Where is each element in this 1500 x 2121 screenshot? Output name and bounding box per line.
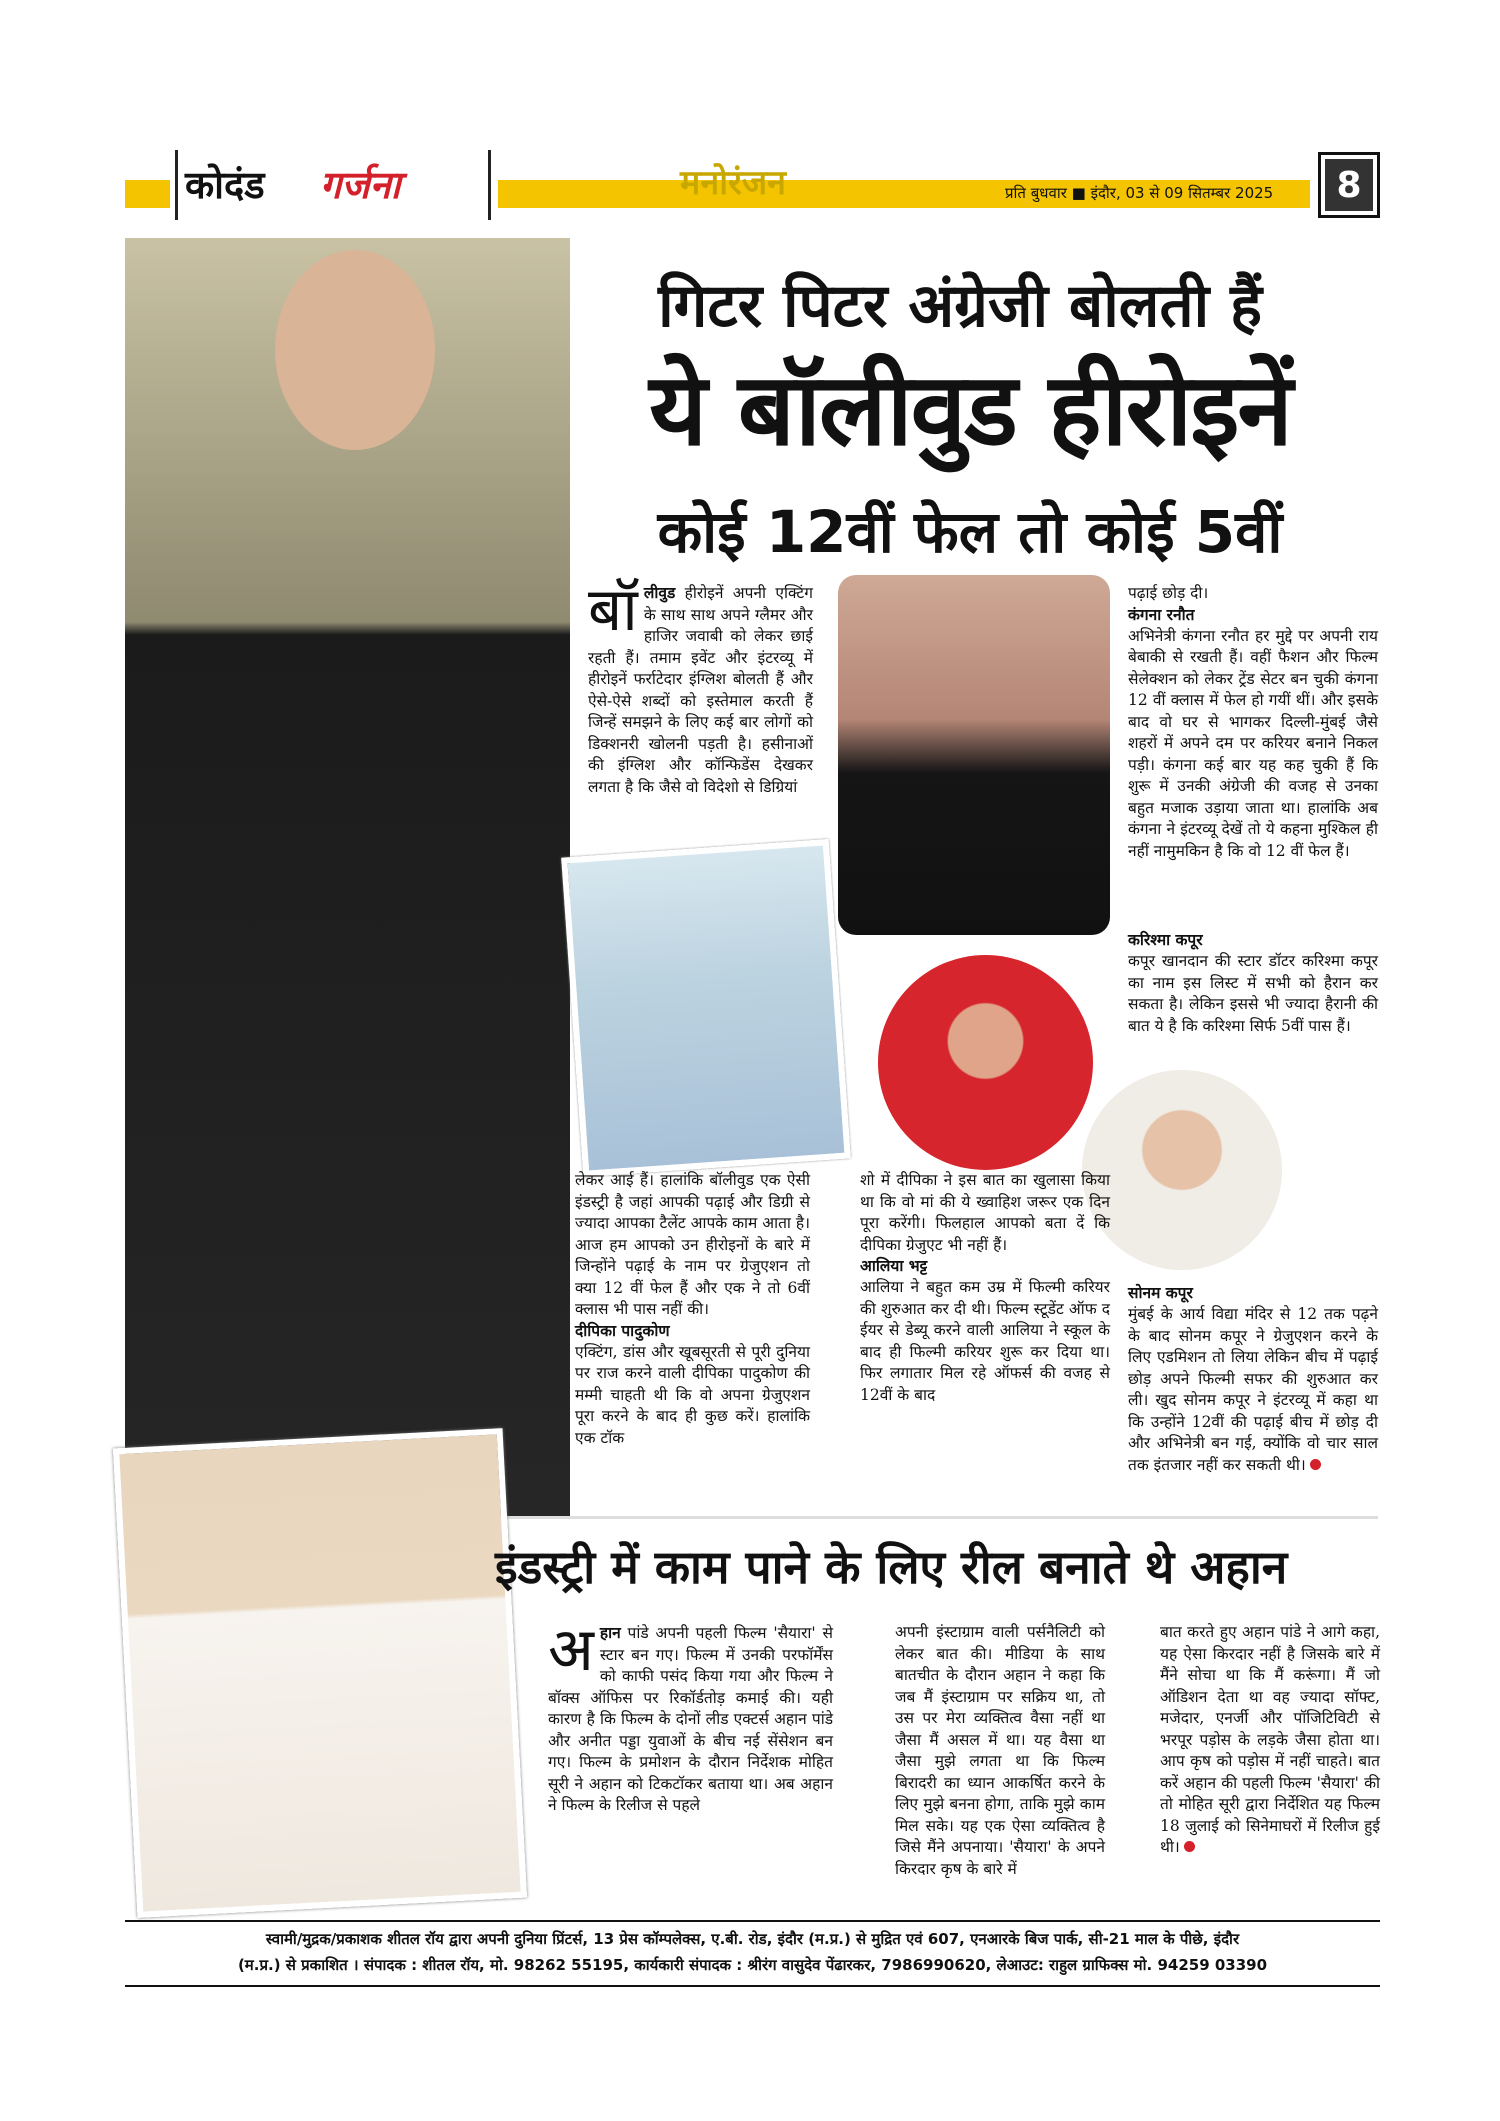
imprint-line1: स्वामी/मुद्रक/प्रकाशक शीतल रॉय द्वारा अपनी दुनिया प्रिंटर्स, 13 प्रेस कॉम्पलेक्स, ए.बी. रोड, इंदौर (म.प्र.) से मुद्रित एवं 607, एनआरके बिज पार्क, सी-21 माल के पीछे, इंदौर	[265, 1930, 1240, 1948]
ahaan-col3	[1160, 1622, 1380, 1859]
subhead-kangana: कंगना रनौत	[1128, 605, 1195, 624]
ahaan-headline: इंडस्ट्री में काम पाने के लिए रील बनाते थे अहान	[495, 1540, 1288, 1594]
subhead-sonam: सोनम कपूर	[1128, 1284, 1193, 1302]
headline-main: ये बॉलीवुड हीरोइनें	[649, 351, 1291, 468]
article-col3-bottom	[1128, 1283, 1378, 1476]
imprint	[125, 1926, 1380, 1978]
header-divider	[175, 150, 178, 220]
photo-alia	[1082, 1070, 1282, 1270]
alia-continued: पढ़ाई छोड़ दी।	[1128, 584, 1209, 602]
photo-sonam	[838, 575, 1110, 935]
end-mark	[1184, 1841, 1195, 1852]
story-divider	[488, 1516, 1378, 1519]
page-number-box	[1318, 152, 1380, 218]
issue-dateline: प्रति बुधवार ■ इंदौर, 03 से 09 सितम्बर 2025	[1005, 184, 1274, 202]
intro-continued: लेकर आई हैं। हालांकि बॉलीवुड एक ऐसी इंडस्ट्री है जहां आपकी पढ़ाई और डिग्री से ज्यादा आपका टैलेंट आपके काम आता है। आज हम आपको उन हीरोइनों के बारे में जिन्होंने पढ़ाई के नाम पर ग्रेजुएशन तो क्या 12 वीं फेल हैं और एक ने तो 6वीं क्लास भी पास नहीं की।	[575, 1171, 810, 1318]
alia-text: आलिया ने बहुत कम उम्र में फिल्मी करियर की शुरुआत कर दी थी। फिल्म स्टूडेंट ऑफ द ईयर से डेब्यू करने वाली आलिया ने स्कूल के बाद ही फिल्मी करियर शुरू कर दिया था। फिर लगातार मिल रहे ऑफर्स की वजह से 12वीं के बाद	[860, 1278, 1110, 1404]
lead-word: लीवुड	[643, 583, 676, 602]
article-col2	[860, 1170, 1110, 1406]
photo-kangana	[561, 839, 851, 1177]
masthead-logo-part1: कोदंड	[185, 163, 265, 207]
subhead-alia: आलिया भट्ट	[860, 1257, 928, 1275]
kangana-text: अभिनेत्री कंगना रनौत हर मुद्दे पर अपनी राय बेबाकी से रखती हैं। वहीं फैशन और फिल्म सेलेक्शन को लेकर ट्रेंड सेटर बन चुकी कंगना 12 वीं क्लास में फेल हो गयीं थीं। और इसके बाद वो घर से भागकर दिल्ली-मुंबई जैसे शहरों में अपने दम पर करियर बनाने निकल पड़ी। कंगना कई बार यह कह चुकी हैं कि शुरू में उनकी अंग्रेजी की वजह से उनका बहुत मजाक उड़ाया जाता था। हालांकि अब कंगना ने इंटरव्यू देखें तो ये कहना मुश्किल ही नहीं नामुमकिन है कि वो 12 वीं फेल हैं।	[1128, 626, 1378, 860]
subhead-karisma: करिश्मा कपूर	[1128, 931, 1203, 949]
photo-ahaan	[113, 1428, 527, 1918]
page-number: 8	[1325, 159, 1373, 211]
header-divider	[488, 150, 491, 220]
ahaan-col1	[548, 1615, 833, 1817]
headline-line1: गिटर पिटर अंग्रेजी बोलती हैं	[658, 271, 1262, 341]
dropcap: अ	[548, 1615, 594, 1685]
end-mark	[1310, 1459, 1321, 1470]
lead-word: हान	[599, 1623, 621, 1642]
headline-line3: कोई 12वीं फेल तो कोई 5वीं	[657, 498, 1283, 566]
karisma-text: कपूर खानदान की स्टार डॉटर करिश्मा कपूर का नाम इस लिस्ट में सभी को हैरान कर सकता है। लेकिन इससे भी ज्यादा हैरानी की बात ये है कि करिश्मा सिर्फ 5वीं पास हैं।	[1128, 952, 1378, 1035]
article-col3-top	[1128, 583, 1378, 862]
deepika-text: एक्टिंग, डांस और खूबसूरती से पूरी दुनिया पर राज करने वाली दीपिका पादुकोण की मम्मी चाहती थी कि वो अपना ग्रेजुएशन पूरा करने के बाद ही कुछ करें। हालांकि एक टॉक	[575, 1342, 810, 1447]
imprint-line2: (म.प्र.) से प्रकाशित । संपादक : शीतल रॉय, मो. 98262 55195, कार्यकारी संपादक : श्रीरंग वासुदेव पेंढारकर, 7986990620, लेआउट: राहुल ग्राफिक्स मो. 94259 03390	[237, 1956, 1268, 1974]
article-col3-mid	[1128, 930, 1378, 1037]
photo-deepika	[878, 955, 1093, 1170]
article-col1-bottom	[575, 1170, 810, 1449]
ahaan-text3: बात करते हुए अहान पांडे ने आगे कहा, यह ऐसा किरदार नहीं है जिसके बारे में मैंने सोचा था कि मैं करूंगा। मैं जो ऑडिशन देता था वह ज्यादा सॉफ्ट, मजेदार, एनर्जी और पॉजिटिविटी से भरपूर पड़ोस के लड़के जैसा होता था। आप कृष को पड़ोस में नहीं चाहते। बात करें अहान की पहली फिल्म 'सैयारा' की तो मोहित सूरी द्वारा निर्देशित यह फिल्म 18 जुलाई को सिनेमाघरों में रिलीज हुई थी।	[1160, 1623, 1380, 1856]
dropcap: बॉ	[588, 575, 638, 645]
article-intro	[588, 575, 813, 798]
sonam-text: मुंबई के आर्य विद्या मंदिर से 12 तक पढ़ने के बाद सोनम कपूर ने ग्रेजुएशन करने के लिए एडमिशन तो लिया लेकिन बीच में पढ़ाई छोड़ अपने फिल्मी सफर की शुरुआत कर ली। खुद सोनम कपूर ने इंटरव्यू में कहा था कि उन्होंने 12वीं की पढ़ाई बीच में छोड़ दी और अभिनेत्री बन गई, क्योंकि वो चार साल तक इंतजार नहीं कर सकती थी।	[1128, 1305, 1378, 1474]
footer-rule	[125, 1920, 1380, 1922]
ahaan-col2: अपनी इंस्टाग्राम वाली पर्सनैलिटी को लेकर बात की। मीडिया के साथ बातचीत के दौरान अहान ने कहा कि जब मैं इंस्टाग्राम पर सक्रिय था, तो उस पर मेरा व्यक्तित्व वैसा नहीं था जैसा मैं असल में था। यह वैसा था जैसा मुझे लगता था कि फिल्म बिरादरी का ध्यान आकर्षित करने के लिए मुझे बनना होगा, ताकि मुझे काम मिल सके। यह एक ऐसा व्यक्तित्व है जिसे मैंने अपनाया। 'सैयारा' के अपने किरदार कृष के बारे में	[895, 1623, 1105, 1878]
footer-rule	[125, 1985, 1380, 1987]
photo-karisma-face	[275, 250, 435, 450]
intro-text: हीरोइनें अपनी एक्टिंग के साथ साथ अपने ग्लैमर और हाजिर जवाबी को लेकर छाई रहती हैं। तमाम इवेंट और इंटरव्यू में हीरोइनें फर्राटेदार इंग्लिश बोलती हैं और ऐसे-ऐसे शब्दों को इस्तेमाल करती हैं जिन्हें समझने के लिए कई बार लोगों को डिक्शनरी खोलनी पड़ती है। हसीनाओं की इंग्लिश और कॉन्फिडेंस देखकर लगता है कि जैसे वो विदेशो से डिग्रियां	[588, 584, 813, 796]
header-accent-bar	[125, 180, 170, 208]
subhead-deepika: दीपिका पादुकोण	[575, 1321, 670, 1340]
masthead-logo-part2: गर्जना	[320, 163, 401, 207]
deepika-continued: शो में दीपिका ने इस बात का खुलासा किया था कि वो मां की ये ख्वाहिश जरूर एक दिन पूरा करेंगी। फिलहाल आपको बता दें कि दीपिका ग्रेजुएट भी नहीं हैं।	[860, 1171, 1110, 1254]
section-title: मनोरंजन	[680, 163, 787, 203]
ahaan-text1: पांडे अपनी पहली फिल्म 'सैयारा' से स्टार बन गए। फिल्म में उनकी परफॉर्मेंस को काफी पसंद किया गया और फिल्म ने बॉक्स ऑफिस पर रिकॉर्डतोड़ कमाई की। यही कारण है कि फिल्म के दोनों लीड एक्टर्स अहान पांडे और अनीत पड्डा युवाओं के बीच नई सेंसेशन बन गए। फिल्म के प्रमोशन के दौरान निर्देशक मोहित सूरी ने अहान को टिकटॉकर बताया था। अब अहान ने फिल्म के रिलीज से पहले	[548, 1624, 833, 1814]
